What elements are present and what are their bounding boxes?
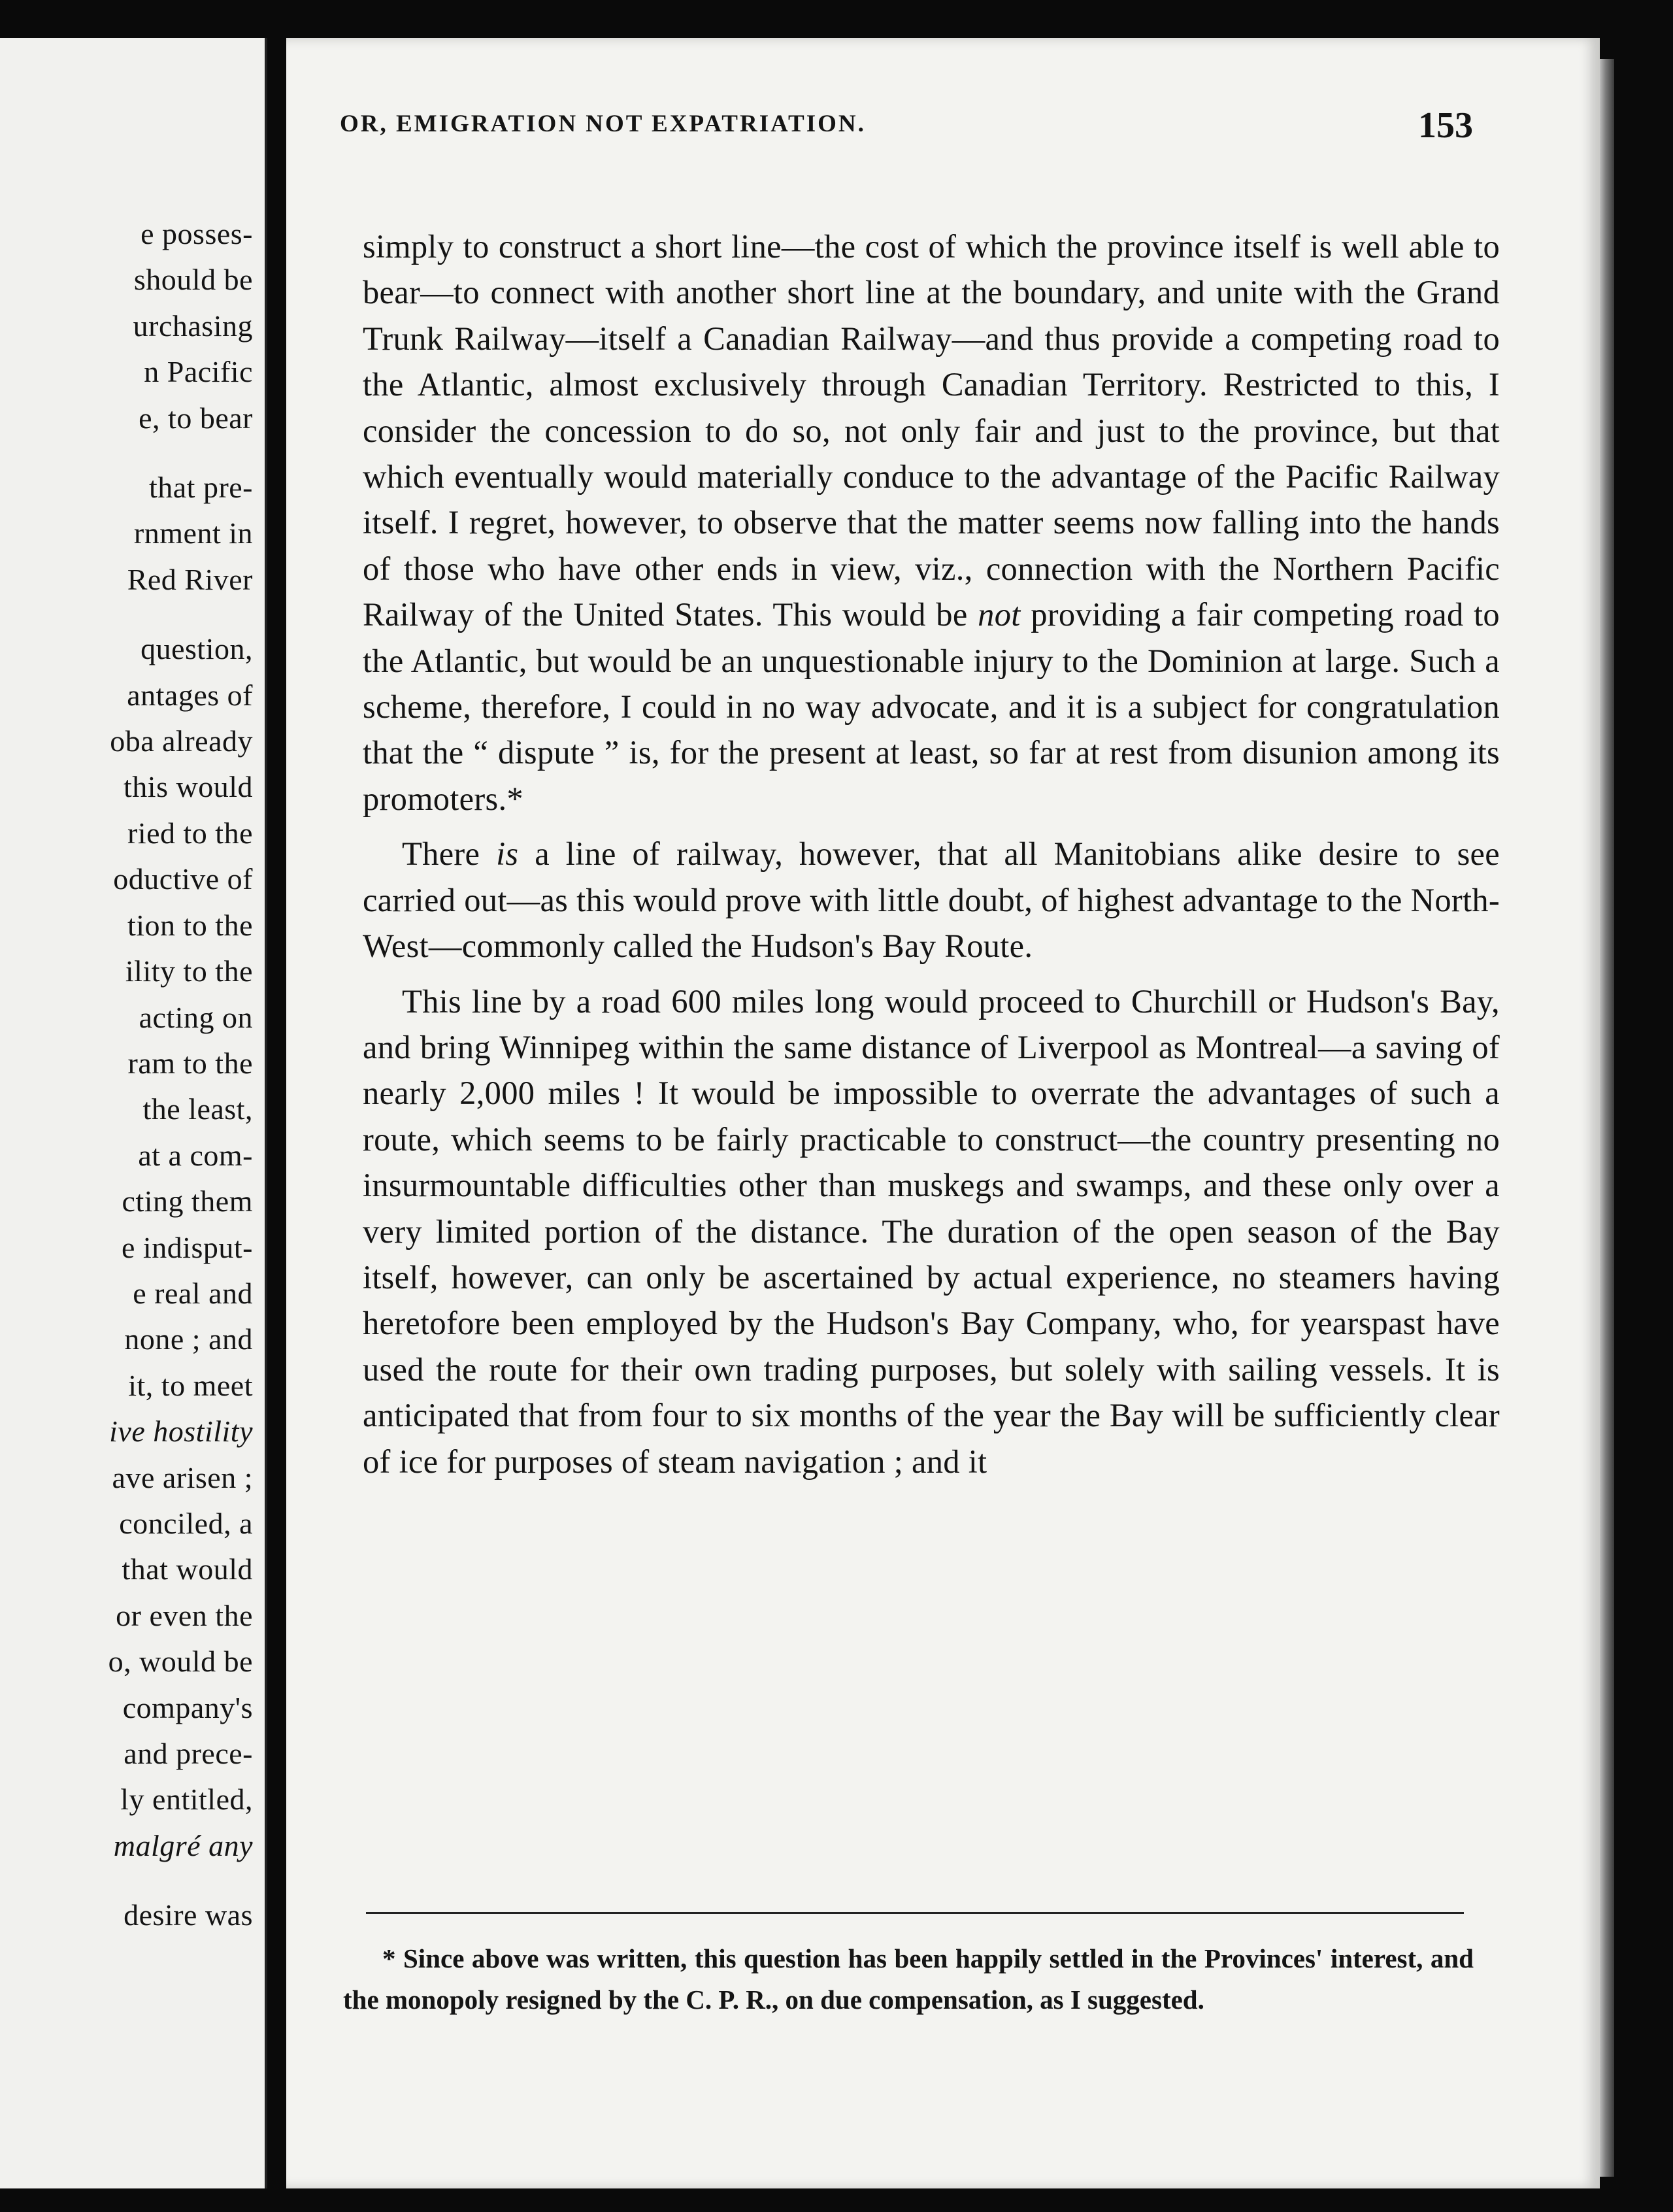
left-line: e real and	[133, 1276, 253, 1310]
left-line: ave arisen ;	[112, 1460, 253, 1494]
left-line: the least,	[142, 1092, 253, 1126]
paragraph-2-emphasis: is	[496, 835, 519, 873]
body-text	[363, 224, 1500, 1484]
left-line: antages of	[127, 678, 253, 712]
paragraph-1-rest: providing a fair competing road to the Atlantic, but would be an unquestionable injury to the Dominion at large. Such a scheme, therefore, I could in no way advocate, and it is a subject for congratulation that the “ dispute ” is, for the present at least, so far at rest from disunion among its promoters.*	[363, 596, 1500, 817]
left-line	[0, 1823, 253, 1869]
left-line: at a com-	[138, 1138, 253, 1172]
paragraph-2-rest: a line of railway, however, that all Manitobians alike desire to see carried out—as this would prove with little doubt, of highest advantage to the North-West—commonly called the Hudson's Bay Route.	[363, 835, 1500, 965]
left-line: that would	[122, 1552, 253, 1586]
left-line-italic: malgré any	[113, 1828, 253, 1862]
left-line: ly entitled,	[120, 1783, 253, 1817]
left-line: that pre-	[148, 471, 253, 505]
paragraph-1-text: simply to construct a short line—the cost of which the province itself is well able to bear—to connect with another short line at the boundary, and unite with the Grand Trunk Railway—itself a Canadian Railway—and thus provide a competing road to the Atlantic, almost exclusively through Canadian Territory. Restricted to this, I consider the concession to do so, not only fair and just to the province, but that which eventually would materially conduce to the advantage of the Pacific Railway itself. I regret, however, to observe that the matter seems now falling into the hands of those who have other ends in view, viz., connection with the Northern Pacific Railway of the United States. This would be	[363, 228, 1500, 633]
left-line: ried to the	[127, 816, 253, 850]
left-facing-page	[0, 38, 267, 2188]
footnote-rule	[366, 1912, 1464, 1914]
running-head: OR, EMIGRATION NOT EXPATRIATION.	[340, 110, 866, 137]
left-line: e indisput-	[122, 1230, 253, 1264]
left-line: oba already	[110, 724, 253, 758]
left-line: ility to the	[125, 954, 253, 988]
paragraph-1	[363, 224, 1500, 822]
paragraph-2	[363, 831, 1500, 969]
left-line: e, to bear	[139, 401, 253, 435]
left-line	[0, 1409, 253, 1454]
left-page-text	[0, 211, 253, 1939]
left-line: cting them	[122, 1184, 253, 1218]
paragraph-2-start: There	[402, 835, 480, 873]
left-line: none ; and	[124, 1322, 253, 1356]
left-line: e posses-	[141, 217, 253, 250]
left-line: Red River	[127, 562, 253, 596]
left-line-italic: ive hostility	[109, 1415, 253, 1449]
left-line: company's	[122, 1690, 253, 1724]
paragraph-1-emphasis: not	[978, 596, 1021, 633]
left-line: this would	[124, 770, 253, 804]
left-line: ram to the	[127, 1046, 253, 1080]
left-line: question,	[141, 632, 253, 666]
left-line: or even the	[116, 1598, 253, 1632]
left-line: desire was	[124, 1898, 253, 1932]
left-line: tion to the	[127, 908, 253, 942]
left-line: rnment in	[133, 516, 253, 550]
left-line: and prece-	[124, 1737, 253, 1770]
page-number: 153	[1418, 105, 1473, 146]
page-edge-shadow	[1600, 59, 1614, 2177]
book-gutter	[267, 26, 287, 2203]
left-line: it, to meet	[128, 1368, 253, 1402]
left-line: o, would be	[108, 1645, 253, 1679]
footnote: * Since above was written, this question has been happily settled in the Provinces' interest, and the monopoly resigned by the C. P. R., on due compensation, as I suggested.	[343, 1943, 1474, 2015]
paragraph-3: This line by a road 600 miles long would proceed to Churchill or Hudson's Bay, and bring Winnipeg within the same distance of Liverpool as Montreal—a saving of nearly 2,000 miles ! It would be impossible to overrate the advantages of such a route, which seems to be fairly practicable to construct—the country presenting no insurmountable difficulties other than muskegs and swamps, and these only over a very limited portion of the distance. The duration of the open season of the Bay itself, however, can only be ascertained by actual experience, no steamers having heretofore been employed by the Hudson's Bay Company, who, for yearspast have used the route for their own trading purposes, but solely with sailing vessels. It is anticipated that from four to six months of the year the Bay will be sufficiently clear of ice for purposes of steam navigation ; and it	[363, 982, 1500, 1480]
left-line: acting on	[139, 1000, 253, 1034]
left-line: should be	[133, 263, 253, 297]
left-line: urchasing	[133, 309, 253, 343]
left-line: conciled, a	[119, 1506, 253, 1540]
left-line: oductive of	[113, 862, 253, 896]
left-line: n Pacific	[144, 355, 253, 389]
